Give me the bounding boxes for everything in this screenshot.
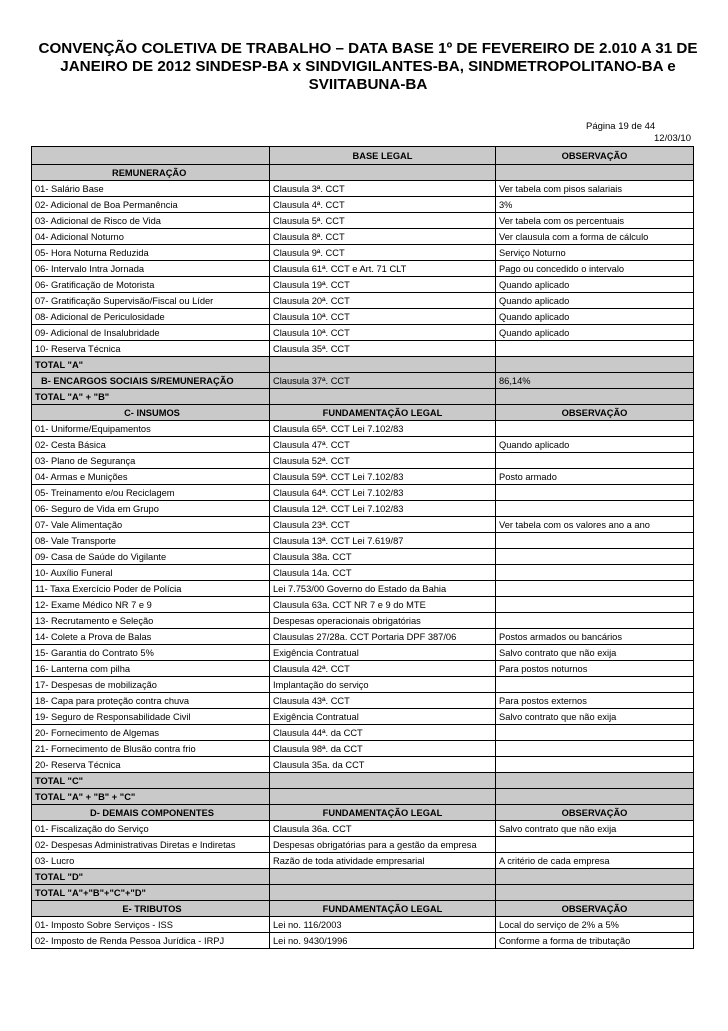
table-cell: FUNDAMENTAÇÃO LEGAL [270,805,496,821]
table-cell: 86,14% [496,373,694,389]
page-number: Página 19 de 44 [586,121,656,132]
table-row [32,597,694,613]
table-cell [270,773,496,789]
table-cell: Clausula 13ª. CCT Lei 7.619/87 [270,533,496,549]
table-cell: Para postos externos [496,693,694,709]
table-row [32,389,694,405]
table-cell [496,485,694,501]
table-cell: 10- Auxílio Funeral [32,565,270,581]
table-cell: 04- Armas e Munições [32,469,270,485]
table-row [32,421,694,437]
table-row [32,485,694,501]
table-cell: Clausula 14a. CCT [270,565,496,581]
table-row [32,629,694,645]
table-row [32,933,694,949]
table-cell: 03- Plano de Segurança [32,453,270,469]
table-row [32,213,694,229]
table-cell: 09- Casa de Saúde do Vigilante [32,549,270,565]
table-cell: 16- Lanterna com pilha [32,661,270,677]
table-row [32,725,694,741]
table-cell [496,453,694,469]
table-cell [270,789,496,805]
table-body [32,147,694,949]
table-cell: Clausula 64ª. CCT Lei 7.102/83 [270,485,496,501]
table-cell [496,533,694,549]
table-cell: Clausula 35a. da CCT [270,757,496,773]
table-cell: Quando aplicado [496,437,694,453]
table-cell: Clausula 35ª. CCT [270,341,496,357]
table-cell [496,501,694,517]
table-row [32,661,694,677]
table-cell: 01- Salário Base [32,181,270,197]
table-cell: Ver tabela com os percentuais [496,213,694,229]
table-cell [496,357,694,373]
table-cell: Para postos noturnos [496,661,694,677]
table-cell [496,741,694,757]
table-cell: Ver tabela com pisos salariais [496,181,694,197]
table-cell: 18- Capa para proteção contra chuva [32,693,270,709]
table-cell: 08- Vale Transporte [32,533,270,549]
table-row [32,373,694,389]
table-cell: Clausula 43ª. CCT [270,693,496,709]
table-row [32,229,694,245]
table-cell: Clausula 19ª. CCT [270,277,496,293]
table-cell [496,885,694,901]
table-cell: Clausula 59ª. CCT Lei 7.102/83 [270,469,496,485]
table-cell: Salvo contrato que não exija [496,821,694,837]
table-row [32,885,694,901]
table-cell: 06- Intervalo Intra Jornada [32,261,270,277]
table-cell [496,757,694,773]
table-cell: Clausula 36a. CCT [270,821,496,837]
table-row [32,181,694,197]
table-cell: Clausula 42ª. CCT [270,661,496,677]
table-cell: OBSERVAÇÃO [496,147,694,165]
table-cell: 01- Imposto Sobre Serviços - ISS [32,917,270,933]
table-row [32,197,694,213]
table-cell: Clausula 23ª. CCT [270,517,496,533]
table-cell [496,725,694,741]
table-cell [496,789,694,805]
table-cell: Clausula 8ª. CCT [270,229,496,245]
table-cell: 07- Gratificação Supervisão/Fiscal ou Líder [32,293,270,309]
table-cell: TOTAL "A" [32,357,270,373]
table-cell: TOTAL "C" [32,773,270,789]
table-row [32,853,694,869]
table-row [32,517,694,533]
table-cell: Clausula 10ª. CCT [270,309,496,325]
table-cell: Despesas operacionais obrigatórias [270,613,496,629]
document-title: CONVENÇÃO COLETIVA DE TRABALHO – DATA BASE 1º DE FEVEREIRO DE 2.010 A 31 DE JANEIRO DE 2012 SINDESP-BA x SINDVIGILANTES-BA, SINDMETROPOLITANO-BA e SVIITABUNA-BA [38,40,698,93]
table-cell: Conforme a forma de tributação [496,933,694,949]
table-cell: FUNDAMENTAÇÃO LEGAL [270,405,496,421]
table-row [32,325,694,341]
table-cell: Postos armados ou bancários [496,629,694,645]
table-cell: E- TRIBUTOS [32,901,270,917]
table-row [32,549,694,565]
table-row [32,293,694,309]
table-row [32,261,694,277]
table-cell: 13- Recrutamento e Seleção [32,613,270,629]
table-cell: 02- Despesas Administrativas Diretas e Indiretas [32,837,270,853]
table-cell: Quando aplicado [496,277,694,293]
table-cell: Clausula 9ª. CCT [270,245,496,261]
table-cell: Clausula 10ª. CCT [270,325,496,341]
table-cell: 09- Adicional de Insalubridade [32,325,270,341]
table-cell: 15- Garantia do Contrato 5% [32,645,270,661]
table-cell [496,341,694,357]
table-cell: Exigência Contratual [270,645,496,661]
table-cell: B- ENCARGOS SOCIAIS S/REMUNERAÇÃO [32,373,270,389]
table-row [32,645,694,661]
table-row [32,869,694,885]
table-cell: Clausula 37ª. CCT [270,373,496,389]
table-cell: Clausula 4ª. CCT [270,197,496,213]
table-cell: 3% [496,197,694,213]
table-cell: Posto armado [496,469,694,485]
table-cell [496,581,694,597]
table-cell: 06- Seguro de Vida em Grupo [32,501,270,517]
table-cell: 10- Reserva Técnica [32,341,270,357]
table-row [32,277,694,293]
table-cell: 14- Colete a Prova de Balas [32,629,270,645]
table-cell [32,147,270,165]
document-date: 12/03/10 [654,133,691,144]
table-row [32,709,694,725]
table-cell [270,389,496,405]
table-cell: C- INSUMOS [32,405,270,421]
table-cell: 07- Vale Alimentação [32,517,270,533]
table-cell: Lei no. 9430/1996 [270,933,496,949]
table-cell: Clausula 63a. CCT NR 7 e 9 do MTE [270,597,496,613]
table-row [32,165,694,181]
table-cell: Quando aplicado [496,293,694,309]
table-cell: REMUNERAÇÃO [32,165,270,181]
table-cell: 01- Uniforme/Equipamentos [32,421,270,437]
table-row [32,901,694,917]
table-cell: Ver tabela com os valores ano a ano [496,517,694,533]
table-cell [496,837,694,853]
table-cell: OBSERVAÇÃO [496,405,694,421]
table-cell: Quando aplicado [496,309,694,325]
table-cell: 02- Adicional de Boa Permanência [32,197,270,213]
table-cell [270,885,496,901]
table-cell [496,677,694,693]
table-row [32,533,694,549]
table-cell: Clausula 38a. CCT [270,549,496,565]
table-row [32,437,694,453]
table-cell: Clausula 20ª. CCT [270,293,496,309]
table-cell: Ver clausula com a forma de cálculo [496,229,694,245]
table-row [32,693,694,709]
table-cell [496,869,694,885]
table-cell: TOTAL "A" + "B" [32,389,270,405]
table-cell: Serviço Noturno [496,245,694,261]
table-row [32,469,694,485]
table-cell: 06- Gratificação de Motorista [32,277,270,293]
table-cell [496,565,694,581]
table-cell: BASE LEGAL [270,147,496,165]
table-cell: 01- Fiscalização do Serviço [32,821,270,837]
table-cell: Despesas obrigatórias para a gestão da empresa [270,837,496,853]
table-cell [270,357,496,373]
table-cell: Clausula 52ª. CCT [270,453,496,469]
table-cell: 03- Adicional de Risco de Vida [32,213,270,229]
table-cell: Lei 7.753/00 Governo do Estado da Bahia [270,581,496,597]
table-cell: OBSERVAÇÃO [496,901,694,917]
table-cell: TOTAL "A"+"B"+"C"+"D" [32,885,270,901]
table-row [32,501,694,517]
table-cell: Razão de toda atividade empresarial [270,853,496,869]
table-row [32,245,694,261]
table-row [32,613,694,629]
table-cell: Implantação do serviço [270,677,496,693]
table-cell: 20- Fornecimento de Algemas [32,725,270,741]
table-cell: TOTAL "A" + "B" + "C" [32,789,270,805]
table-cell: 02- Imposto de Renda Pessoa Jurídica - IRPJ [32,933,270,949]
table-cell: Local do serviço de 2% a 5% [496,917,694,933]
table-cell [496,421,694,437]
table-cell: 11- Taxa Exercício Poder de Polícia [32,581,270,597]
table-row [32,677,694,693]
table-cell: Clausulas 27/28a. CCT Portaria DPF 387/06 [270,629,496,645]
table-row [32,147,694,165]
table-cell: Clausula 44ª. da CCT [270,725,496,741]
table-row [32,405,694,421]
table-cell: D- DEMAIS COMPONENTES [32,805,270,821]
table-cell [496,389,694,405]
table-row [32,789,694,805]
table-cell: 05- Treinamento e/ou Reciclagem [32,485,270,501]
table-cell: Clausula 12ª. CCT Lei 7.102/83 [270,501,496,517]
table-cell: 08- Adicional de Periculosidade [32,309,270,325]
cost-composition-table [31,146,694,949]
table-cell [270,869,496,885]
table-cell: Clausula 5ª. CCT [270,213,496,229]
table-cell: OBSERVAÇÃO [496,805,694,821]
table-cell [496,613,694,629]
table-cell: Lei no. 116/2003 [270,917,496,933]
table-row [32,837,694,853]
table-cell: Clausula 3ª. CCT [270,181,496,197]
table-row [32,581,694,597]
table-cell: Salvo contrato que não exija [496,645,694,661]
table-cell: Clausula 47ª. CCT [270,437,496,453]
table-cell: Clausula 98ª. da CCT [270,741,496,757]
table-cell: 02- Cesta Básica [32,437,270,453]
table-row [32,453,694,469]
table-row [32,309,694,325]
table-cell: TOTAL "D" [32,869,270,885]
table-cell: 19- Seguro de Responsabilidade Civil [32,709,270,725]
table-row [32,741,694,757]
table-cell: 05- Hora Noturna Reduzida [32,245,270,261]
table-row [32,821,694,837]
table-row [32,565,694,581]
table-cell [496,165,694,181]
table-cell: Exigência Contratual [270,709,496,725]
table-cell: 03- Lucro [32,853,270,869]
table-cell: FUNDAMENTAÇÃO LEGAL [270,901,496,917]
table-cell: 04- Adicional Noturno [32,229,270,245]
table-row [32,805,694,821]
table-cell: A critério de cada empresa [496,853,694,869]
table-cell: Quando aplicado [496,325,694,341]
table-cell [496,549,694,565]
table-row [32,917,694,933]
table-row [32,341,694,357]
table-cell: Clausula 61ª. CCT e Art. 71 CLT [270,261,496,277]
table-cell: 20- Reserva Técnica [32,757,270,773]
table-cell [496,597,694,613]
table-cell [270,165,496,181]
table-cell: Salvo contrato que não exija [496,709,694,725]
table-row [32,773,694,789]
table-row [32,357,694,373]
table-cell: Clausula 65ª. CCT Lei 7.102/83 [270,421,496,437]
table-row [32,757,694,773]
table-cell: 21- Fornecimento de Blusão contra frio [32,741,270,757]
table-cell: 17- Despesas de mobilização [32,677,270,693]
table-cell: 12- Exame Médico NR 7 e 9 [32,597,270,613]
table-cell: Pago ou concedido o intervalo [496,261,694,277]
table-cell [496,773,694,789]
